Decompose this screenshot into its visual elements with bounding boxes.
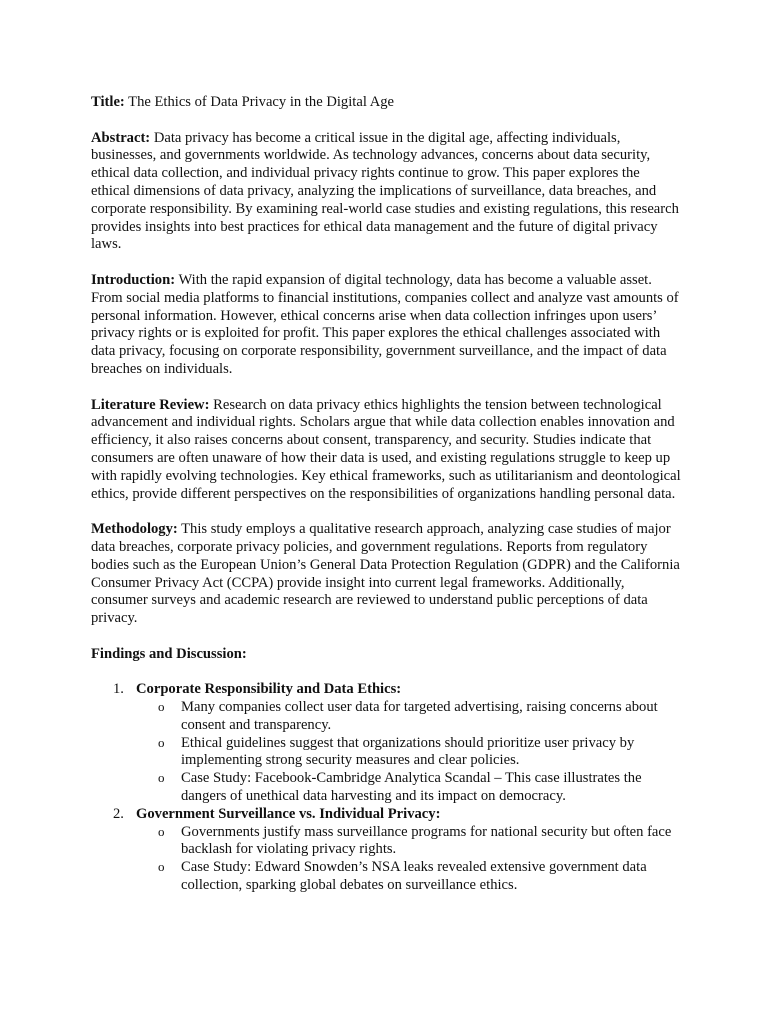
list-item-heading: Corporate Responsibility and Data Ethics: (136, 681, 402, 698)
findings-list (91, 681, 681, 895)
sub-list-item-text: Governments justify mass surveillance programs for national security but often face backlash for violating privacy rights. (181, 823, 672, 858)
literature-review-text: Research on data privacy ethics highlights the tension between technological advancement and individual rights. Scholars argue that while data collection enables innovation and efficiency, it also raises concerns about consent, transparency, and security. Studies indicate that consumers are often unaware of how their data is used, and existing regulations struggle to keep up with rapidly evolving technologies. Key ethical frameworks, such as utilitarianism and deontological ethics, provide different perspectives on the responsibilities of organizations handling personal data. (91, 396, 681, 502)
bullet-icon: o (158, 770, 165, 786)
sub-list-item-text: Ethical guidelines suggest that organizations should prioritize user privacy by implementing strong security measures and clear policies. (181, 734, 635, 769)
sub-list-item-text: Case Study: Facebook-Cambridge Analytica Scandal – This case illustrates the dangers of unethical data harvesting and its impact on democracy. (181, 770, 642, 805)
list-item-number: 1. (113, 681, 124, 698)
sub-list-item (136, 699, 681, 735)
list-item (91, 681, 681, 806)
title-paragraph (91, 94, 681, 112)
bullet-icon: o (158, 859, 165, 875)
introduction-paragraph (91, 272, 681, 379)
title-label: Title: (91, 94, 125, 110)
bullet-icon: o (158, 699, 165, 715)
sub-list (136, 699, 681, 806)
introduction-text: With the rapid expansion of digital technology, data has become a valuable asset. From social media platforms to financial institutions, companies collect and analyze vast amounts of personal information. However, ethical concerns arise when data collection infringes upon users’ privacy rights or is exploited for profit. This paper explores the ethical challenges associated with data privacy, focusing on corporate responsibility, government surveillance, and the impact of data breaches on individuals. (91, 271, 679, 377)
bullet-icon: o (158, 734, 165, 750)
title-text: The Ethics of Data Privacy in the Digital Age (124, 94, 395, 110)
findings-heading-label: Findings and Discussion: (91, 645, 247, 662)
sub-list-item (136, 735, 681, 771)
abstract-paragraph (91, 130, 681, 255)
document-page (91, 94, 681, 895)
sub-list-item (136, 824, 681, 860)
list-item (91, 806, 681, 895)
literature-review-paragraph (91, 397, 681, 504)
sub-list-item (136, 859, 681, 895)
methodology-paragraph (91, 521, 681, 628)
bullet-icon: o (158, 823, 165, 839)
sub-list-item-text: Case Study: Edward Snowden’s NSA leaks revealed extensive government data collection, sparking global debates on surveillance ethics. (181, 859, 647, 894)
abstract-label: Abstract: (91, 129, 151, 146)
sub-list (136, 824, 681, 895)
list-item-number: 2. (113, 805, 124, 822)
introduction-label: Introduction: (91, 271, 176, 288)
findings-heading (91, 646, 681, 664)
sub-list-item (136, 770, 681, 806)
sub-list-item-text: Many companies collect user data for targeted advertising, raising concerns about consent and transparency. (181, 699, 658, 733)
methodology-label: Methodology: (91, 521, 178, 538)
literature-review-label: Literature Review: (91, 396, 210, 413)
methodology-text: This study employs a qualitative research approach, analyzing case studies of major data breaches, corporate privacy policies, and government regulations. Reports from regulatory bodies such as the European Union’s General Data Protection Regulation (GDPR) and the California Consumer Privacy Act (CCPA) provide insight into current legal frameworks. Additionally, consumer surveys and academic research are reviewed to understand public perceptions of data privacy. (91, 521, 680, 627)
list-item-heading: Government Surveillance vs. Individual Privacy: (136, 805, 441, 822)
abstract-text: Data privacy has become a critical issue in the digital age, affecting individuals, businesses, and governments worldwide. As technology advances, concerns about data security, ethical data collection, and individual privacy rights continue to grow. This paper explores the ethical dimensions of data privacy, analyzing the implications of surveillance, data breaches, and corporate responsibility. By examining real-world case studies and existing regulations, this research provides insights into best practices for ethical data management and the future of digital privacy laws. (91, 129, 679, 253)
